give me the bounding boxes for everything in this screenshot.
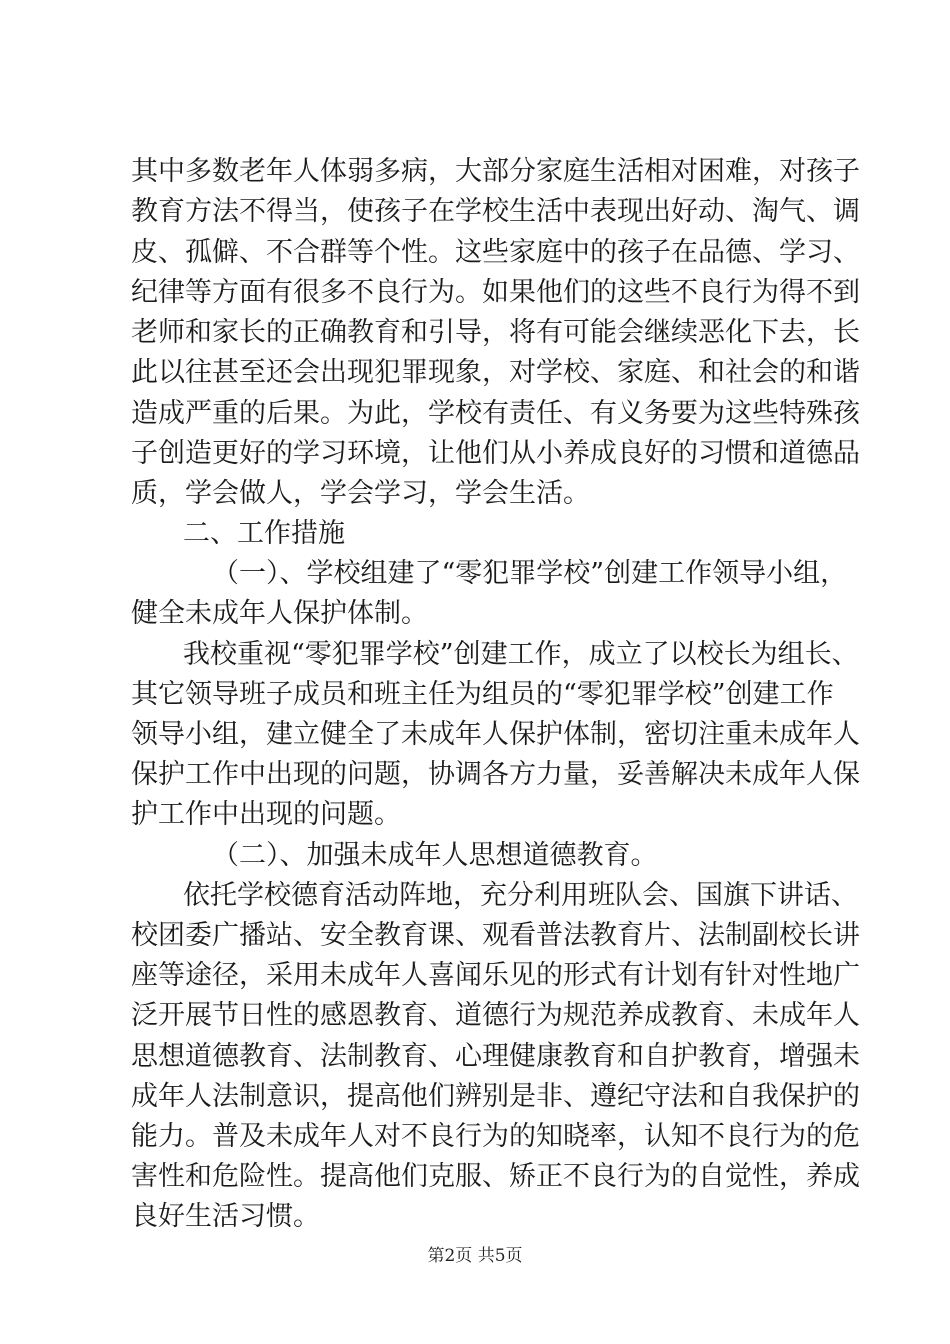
paragraph-line: 我校重视“零犯罪学校”创建工作，成立了以校长为组长、 bbox=[183, 639, 859, 670]
paragraph-line: 能力。普及未成年人对不良行为的知晓率，认知不良行为的危 bbox=[131, 1121, 860, 1152]
paragraph-line: 护工作中出现的问题。 bbox=[131, 799, 401, 830]
paragraph-line: 校团委广播站、安全教育课、观看普法教育片、法制副校长讲 bbox=[131, 920, 860, 951]
paragraph-line: 其中多数老年人体弱多病，大部分家庭生活相对困难，对孩子 bbox=[131, 156, 860, 187]
page-number: 第2页 共5页 bbox=[427, 1246, 523, 1266]
paragraph-line: 此以往甚至还会出现犯罪现象，对学校、家庭、和社会的和谐 bbox=[131, 357, 860, 388]
paragraph-line: 保护工作中出现的问题，协调各方力量，妥善解决未成年人保 bbox=[131, 759, 860, 790]
paragraph-line: 思想道德教育、法制教育、心理健康教育和自护教育，增强未 bbox=[131, 1041, 860, 1072]
paragraph-line: 教育方法不得当，使孩子在学校生活中表现出好动、淘气、调 bbox=[131, 196, 860, 227]
paragraph-line: 子创造更好的学习环境，让他们从小养成良好的习惯和道德品 bbox=[131, 438, 860, 469]
subsection-heading-cont: 健全未成年人保护体制。 bbox=[131, 598, 428, 629]
paragraph-line: 纪律等方面有很多不良行为。如果他们的这些不良行为得不到 bbox=[131, 277, 860, 308]
paragraph-line: 依托学校德育活动阵地，充分利用班队会、国旗下讲话、 bbox=[183, 880, 858, 911]
subsection-heading: （一）、学校组建了“零犯罪学校”创建工作领导小组， bbox=[212, 558, 848, 589]
paragraph-line: 皮、孤僻、不合群等个性。这些家庭中的孩子在品德、学习、 bbox=[131, 237, 860, 268]
subsection-heading: （二）、加强未成年人思想道德教育。 bbox=[212, 840, 658, 871]
section-heading: 二、工作措施 bbox=[183, 518, 345, 549]
paragraph-line: 质，学会做人，学会学习，学会生活。 bbox=[131, 478, 590, 509]
paragraph-line: 其它领导班子成员和班主任为组员的“零犯罪学校”创建工作 bbox=[131, 679, 834, 710]
paragraph-line: 害性和危险性。提高他们克服、矫正不良行为的自觉性，养成 bbox=[131, 1161, 860, 1192]
paragraph-line: 泛开展节日性的感恩教育、道德行为规范养成教育、未成年人 bbox=[131, 1000, 860, 1031]
paragraph-line: 良好生活习惯。 bbox=[131, 1201, 320, 1232]
paragraph-line: 座等途径，采用未成年人喜闻乐见的形式有计划有针对性地广 bbox=[131, 960, 860, 991]
paragraph-line: 领导小组，建立健全了未成年人保护体制，密切注重未成年人 bbox=[131, 719, 860, 750]
paragraph-line: 成年人法制意识，提高他们辨别是非、遵纪守法和自我保护的 bbox=[131, 1081, 860, 1112]
paragraph-line: 老师和家长的正确教育和引导，将有可能会继续恶化下去，长 bbox=[131, 317, 860, 348]
paragraph-line: 造成严重的后果。为此，学校有责任、有义务要为这些特殊孩 bbox=[131, 398, 860, 429]
